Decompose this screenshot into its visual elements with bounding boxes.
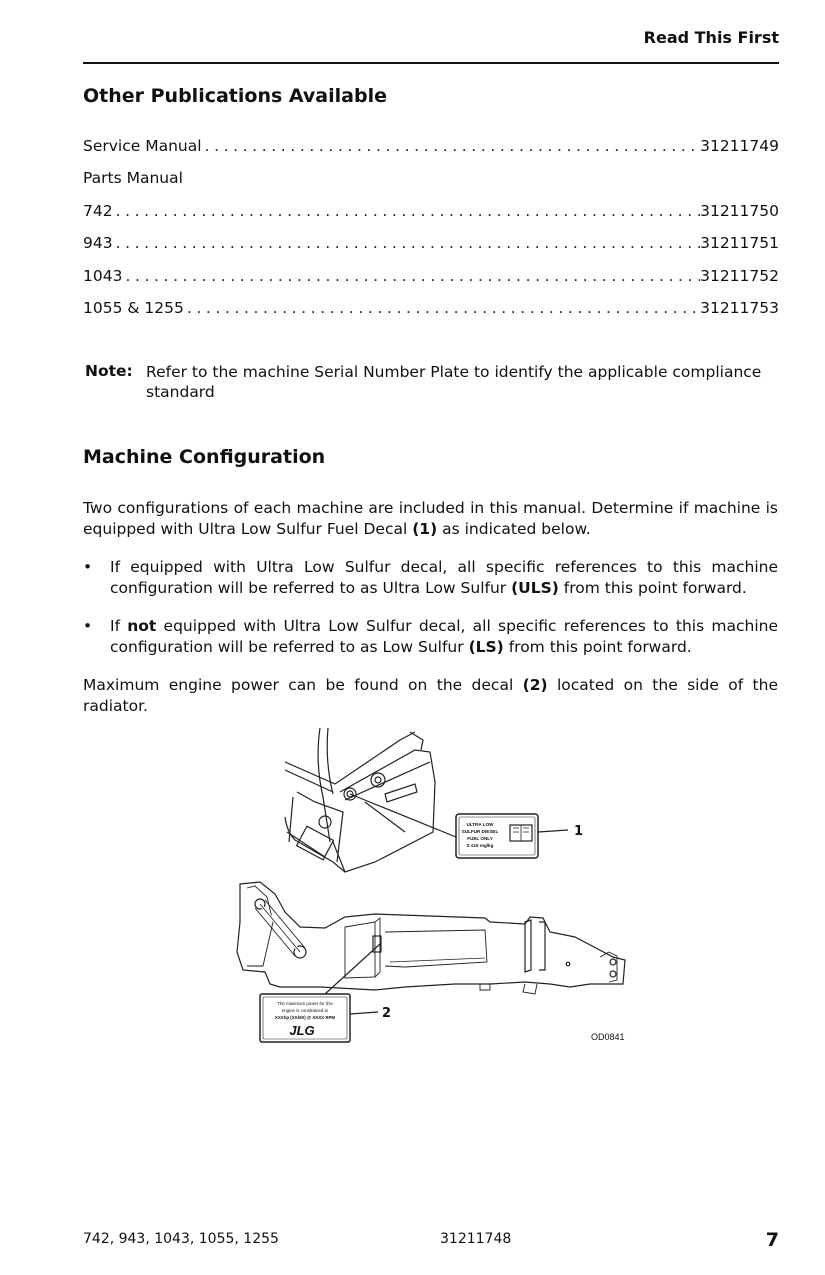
decal2-line-3: XXXhp (XXkW) @ XXXX RPM: [274, 1015, 336, 1020]
publication-number: 31211749: [700, 137, 779, 155]
publication-title: 1055 & 1255: [83, 298, 184, 317]
decal1-line-1: ULTRA LOW: [466, 822, 494, 827]
decal2-line-2: engine is constrained to: [281, 1008, 329, 1013]
bullet-ls: • If not equipped with Ultra Low Sulfur decal, all specific references to this machine configuration will be referred to as Low Sulfur (LS) from this point forward.: [83, 617, 778, 656]
publication-number: 31211752: [700, 266, 779, 285]
max-power-decal: [260, 994, 350, 1042]
page-number: 7: [765, 1229, 779, 1251]
dot-leader: [205, 137, 701, 155]
ultra-low-sulfur-decal: [456, 814, 538, 858]
callout-1: 1: [574, 824, 584, 839]
publication-number: 31211751: [700, 234, 779, 253]
note-label: Note:: [85, 362, 133, 380]
publication-title: 1043: [83, 266, 123, 285]
publication-row: [83, 137, 779, 169]
publication-row: [83, 299, 779, 331]
publication-title: 742: [83, 201, 113, 220]
engine-power-paragraph: Maximum engine power can be found on the decal (2) located on the side of the radiator.: [83, 676, 778, 715]
publication-title: Service Manual: [83, 137, 202, 155]
decal1-line-4: S ≤15 mg/kg: [466, 843, 494, 848]
dot-leader: [187, 299, 700, 317]
publication-row: [83, 169, 779, 201]
publications-list: [83, 137, 779, 331]
bullet-uls: • If equipped with Ultra Low Sulfur decal, all specific references to this machine configuration will be referred to as Ultra Low Sulfur (ULS) from this point forward.: [83, 558, 778, 597]
footer-doc-number: 31211748: [440, 1231, 512, 1247]
header-rule: [83, 62, 779, 64]
footer-models: 742, 943, 1043, 1055, 1255: [83, 1231, 279, 1247]
dot-leader: [116, 234, 701, 252]
bullet-marker: •: [83, 558, 93, 576]
jlg-logo: JLG: [289, 1023, 315, 1038]
publication-number: 31211753: [700, 298, 779, 317]
fuel-tank-illustration: [285, 728, 435, 872]
publication-title: 943: [83, 234, 113, 253]
dot-leader: [116, 202, 701, 220]
publication-title: Parts Manual: [83, 169, 183, 188]
decal1-line-2: SULFUR DIESEL: [461, 829, 499, 834]
publication-number: 31211750: [700, 201, 779, 220]
bullet-marker: •: [83, 617, 93, 635]
running-header: Read This First: [643, 28, 779, 47]
publication-row: [83, 267, 779, 299]
publication-row: [83, 202, 779, 234]
note-text: Refer to the machine Serial Number Plate to identify the applicable compliance standard: [146, 363, 762, 401]
decal2-line-1: The maximum power for this: [277, 1001, 333, 1006]
publication-row: [83, 234, 779, 266]
note-block: [85, 362, 777, 402]
frame-illustration: [237, 882, 625, 994]
book-icon: [510, 825, 532, 841]
decal-location-figure: [225, 722, 645, 1052]
decal1-line-3: FUEL ONLY: [467, 836, 493, 841]
callout-2: 2: [382, 1006, 392, 1021]
publications-heading: Other Publications Available: [83, 85, 387, 107]
machine-configuration-heading: Machine Configuration: [83, 446, 326, 468]
configuration-intro: Two configurations of each machine are included in this manual. Determine if machine is equipped with Ultra Low Sulfur Fuel Decal (1) as indicated below.: [83, 499, 778, 538]
dot-leader: [125, 267, 700, 285]
figure-id: OD0841: [591, 1032, 625, 1042]
